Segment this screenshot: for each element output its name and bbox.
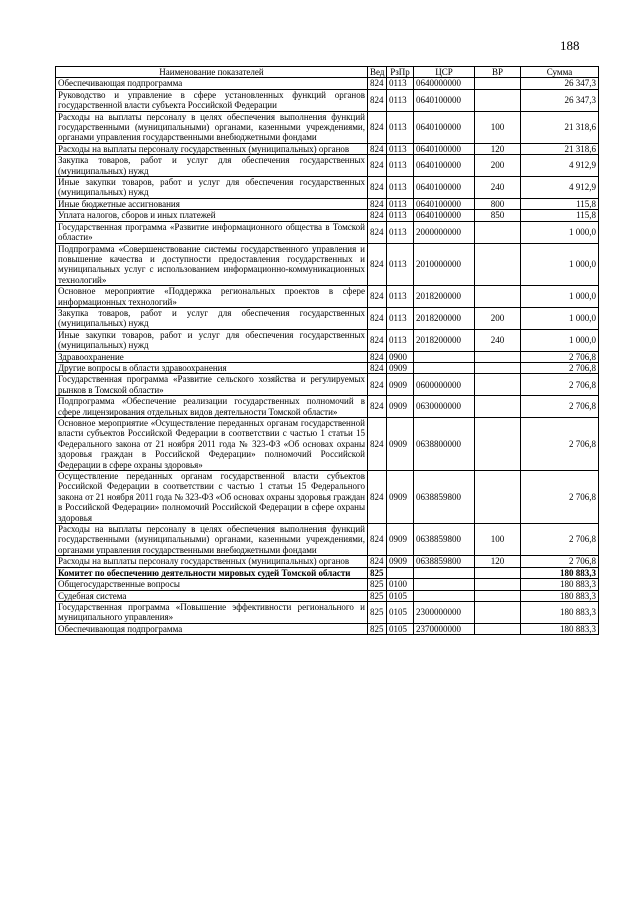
header-csr: ЦСР [414, 67, 475, 78]
cell-csr: 0640100000 [414, 143, 475, 154]
table-row [56, 418, 599, 471]
cell-name: Здравоохранение [56, 351, 368, 362]
cell-sum: 180 883,3 [521, 590, 599, 601]
cell-csr: 2370000000 [414, 623, 475, 634]
cell-ved: 825 [368, 623, 387, 634]
cell-name: Основное мероприятие «Осуществление переданных органам государственной власти субъектов Российской Федерации в соответствии с частью 1 статьи 15 Федерального закона от 21 ноября 2011 года № 323-ФЗ «Об основах охраны здоровья граждан в Российской Федерации» полномочий Российской Федерации в сфере охраны здоровья» [56, 418, 368, 471]
cell-rzpr: 0113 [387, 155, 414, 177]
cell-csr: 0640100000 [414, 155, 475, 177]
cell-rzpr: 0113 [387, 78, 414, 89]
cell-ved: 825 [368, 590, 387, 601]
cell-csr: 2018200000 [414, 307, 475, 329]
cell-ved: 824 [368, 78, 387, 89]
cell-rzpr: 0909 [387, 471, 414, 524]
table-row [56, 601, 599, 623]
cell-csr: 0640000000 [414, 78, 475, 89]
table-row [56, 78, 599, 89]
cell-sum: 2 706,8 [521, 396, 599, 418]
table-row [56, 210, 599, 221]
cell-vr [475, 590, 521, 601]
table-row [56, 111, 599, 143]
cell-vr [475, 567, 521, 578]
header-sum: Сумма [521, 67, 599, 78]
cell-sum: 115,8 [521, 210, 599, 221]
cell-name: Судебная система [56, 590, 368, 601]
cell-rzpr: 0909 [387, 524, 414, 556]
table-row [56, 374, 599, 396]
cell-ved: 824 [368, 329, 387, 351]
table-row [56, 396, 599, 418]
cell-csr: 0640100000 [414, 89, 475, 111]
header-ved: Вед [368, 67, 387, 78]
cell-sum: 4 912,9 [521, 155, 599, 177]
cell-csr: 0638859800 [414, 524, 475, 556]
cell-csr: 2000000000 [414, 221, 475, 243]
cell-ved: 824 [368, 143, 387, 154]
cell-name: Подпрограмма «Обеспечение реализации государственных полномочий в сфере лицензирования отдельных видов деятельности Томской области» [56, 396, 368, 418]
cell-csr: 0640100000 [414, 111, 475, 143]
cell-ved: 824 [368, 396, 387, 418]
cell-sum: 2 706,8 [521, 351, 599, 362]
cell-ved: 824 [368, 177, 387, 199]
cell-vr: 240 [475, 177, 521, 199]
cell-vr [475, 89, 521, 111]
cell-vr: 120 [475, 556, 521, 567]
cell-ved: 824 [368, 556, 387, 567]
cell-name: Расходы на выплаты персоналу государственных (муниципальных) органов [56, 143, 368, 154]
cell-name: Уплата налогов, сборов и иных платежей [56, 210, 368, 221]
cell-csr: 0640100000 [414, 177, 475, 199]
cell-vr: 850 [475, 210, 521, 221]
cell-name: Подпрограмма «Совершенствование системы государственного управления и повышение качества и доступности предоставления государственных и муниципальных услуг с использованием информационно-коммуникационных технологий» [56, 243, 368, 286]
cell-rzpr: 0909 [387, 374, 414, 396]
cell-ved: 824 [368, 351, 387, 362]
cell-csr [414, 567, 475, 578]
cell-ved: 824 [368, 524, 387, 556]
cell-csr [414, 590, 475, 601]
cell-ved: 824 [368, 362, 387, 373]
cell-rzpr: 0900 [387, 351, 414, 362]
cell-name: Основное мероприятие «Поддержка региональных проектов в сфере информационных технологий» [56, 286, 368, 308]
table-row [56, 623, 599, 634]
cell-csr: 0638800000 [414, 418, 475, 471]
cell-vr: 200 [475, 155, 521, 177]
cell-name: Закупка товаров, работ и услуг для обеспечения государственных (муниципальных) нужд [56, 307, 368, 329]
cell-csr: 2018200000 [414, 329, 475, 351]
table-row [56, 567, 599, 578]
cell-rzpr: 0113 [387, 221, 414, 243]
cell-csr: 0640100000 [414, 198, 475, 209]
cell-sum: 115,8 [521, 198, 599, 209]
cell-sum: 1 000,0 [521, 221, 599, 243]
cell-vr [475, 418, 521, 471]
cell-vr [475, 243, 521, 286]
cell-ved: 824 [368, 155, 387, 177]
cell-rzpr: 0909 [387, 418, 414, 471]
cell-rzpr: 0113 [387, 243, 414, 286]
table-row [56, 243, 599, 286]
cell-sum: 180 883,3 [521, 623, 599, 634]
cell-csr [414, 362, 475, 373]
cell-vr [475, 362, 521, 373]
cell-rzpr: 0113 [387, 143, 414, 154]
cell-vr [475, 579, 521, 590]
cell-sum: 21 318,6 [521, 111, 599, 143]
cell-name: Иные закупки товаров, работ и услуг для обеспечения государственных (муниципальных) нужд [56, 177, 368, 199]
table-row [56, 329, 599, 351]
cell-name: Государственная программа «Развитие информационного общества в Томской области» [56, 221, 368, 243]
cell-vr: 800 [475, 198, 521, 209]
header-vr: ВР [475, 67, 521, 78]
cell-sum: 180 883,3 [521, 567, 599, 578]
cell-vr: 100 [475, 524, 521, 556]
table-row [56, 198, 599, 209]
cell-ved: 825 [368, 601, 387, 623]
page-number: 188 [560, 38, 580, 53]
cell-sum: 2 706,8 [521, 362, 599, 373]
table-row [56, 155, 599, 177]
cell-ved: 824 [368, 286, 387, 308]
table-row [56, 524, 599, 556]
cell-ved: 824 [368, 374, 387, 396]
table-row [56, 286, 599, 308]
cell-vr [475, 471, 521, 524]
cell-csr [414, 351, 475, 362]
cell-sum: 1 000,0 [521, 307, 599, 329]
cell-vr [475, 286, 521, 308]
cell-vr [475, 374, 521, 396]
cell-name: Расходы на выплаты персоналу государственных (муниципальных) органов [56, 556, 368, 567]
header-rzpr: РзПр [387, 67, 414, 78]
cell-vr [475, 396, 521, 418]
cell-rzpr: 0909 [387, 396, 414, 418]
cell-sum: 180 883,3 [521, 579, 599, 590]
cell-rzpr: 0909 [387, 362, 414, 373]
cell-vr [475, 351, 521, 362]
cell-rzpr: 0113 [387, 111, 414, 143]
table-row [56, 177, 599, 199]
cell-sum: 2 706,8 [521, 556, 599, 567]
cell-vr: 200 [475, 307, 521, 329]
cell-ved: 824 [368, 221, 387, 243]
cell-ved: 824 [368, 111, 387, 143]
header-name: Наименование показателей [56, 67, 368, 78]
cell-csr [414, 579, 475, 590]
cell-name: Государственная программа «Развитие сельского хозяйства и регулируемых рынков в Томской области» [56, 374, 368, 396]
cell-rzpr: 0909 [387, 556, 414, 567]
cell-rzpr: 0113 [387, 286, 414, 308]
cell-ved: 824 [368, 471, 387, 524]
cell-csr: 2018200000 [414, 286, 475, 308]
cell-rzpr: 0113 [387, 89, 414, 111]
table-row [56, 143, 599, 154]
cell-name: Расходы на выплаты персоналу в целях обеспечения выполнения функций государственными (муниципальными) органами, казенными учреждениями, органами управления государственными внебюджетными фондами [56, 111, 368, 143]
cell-name: Осуществление переданных органам государственной власти субъектов Российской Федерации в соответствии с частью 1 статьи 15 Федерального закона от 21 ноября 2011 года № 323-ФЗ «Об основах охраны здоровья граждан в Российской Федерации» полномочий Российской Федерации в сфере охраны здоровья [56, 471, 368, 524]
cell-ved: 825 [368, 567, 387, 578]
budget-table [55, 66, 599, 635]
cell-ved: 824 [368, 198, 387, 209]
cell-sum: 1 000,0 [521, 243, 599, 286]
cell-rzpr: 0105 [387, 601, 414, 623]
cell-ved: 824 [368, 89, 387, 111]
cell-name: Общегосударственные вопросы [56, 579, 368, 590]
cell-rzpr: 0113 [387, 307, 414, 329]
cell-ved: 824 [368, 243, 387, 286]
table-row [56, 556, 599, 567]
cell-vr [475, 601, 521, 623]
cell-name: Другие вопросы в области здравоохранения [56, 362, 368, 373]
table-row [56, 579, 599, 590]
cell-sum: 2 706,8 [521, 471, 599, 524]
cell-vr: 100 [475, 111, 521, 143]
cell-name: Закупка товаров, работ и услуг для обеспечения государственных (муниципальных) нужд [56, 155, 368, 177]
cell-sum: 180 883,3 [521, 601, 599, 623]
cell-rzpr: 0113 [387, 198, 414, 209]
cell-rzpr [387, 567, 414, 578]
cell-sum: 2 706,8 [521, 374, 599, 396]
cell-name: Государственная программа «Повышение эффективности регионального и муниципального управления» [56, 601, 368, 623]
cell-ved: 824 [368, 210, 387, 221]
table-row [56, 590, 599, 601]
cell-name: Обеспечивающая подпрограмма [56, 623, 368, 634]
cell-vr [475, 623, 521, 634]
cell-sum: 1 000,0 [521, 329, 599, 351]
cell-rzpr: 0113 [387, 329, 414, 351]
cell-vr [475, 221, 521, 243]
cell-csr: 0640100000 [414, 210, 475, 221]
cell-sum: 4 912,9 [521, 177, 599, 199]
cell-vr [475, 78, 521, 89]
table-row [56, 89, 599, 111]
cell-name: Иные закупки товаров, работ и услуг для обеспечения государственных (муниципальных) нужд [56, 329, 368, 351]
cell-name: Руководство и управление в сфере установленных функций органов государственной власти субъекта Российской Федерации [56, 89, 368, 111]
cell-sum: 26 347,3 [521, 78, 599, 89]
cell-name: Обеспечивающая подпрограмма [56, 78, 368, 89]
cell-csr: 0638859800 [414, 471, 475, 524]
cell-sum: 26 347,3 [521, 89, 599, 111]
cell-rzpr: 0100 [387, 579, 414, 590]
cell-rzpr: 0105 [387, 590, 414, 601]
cell-sum: 1 000,0 [521, 286, 599, 308]
cell-rzpr: 0113 [387, 210, 414, 221]
table-header-row [56, 67, 599, 78]
cell-sum: 2 706,8 [521, 418, 599, 471]
cell-vr: 240 [475, 329, 521, 351]
cell-rzpr: 0105 [387, 623, 414, 634]
cell-csr: 0600000000 [414, 374, 475, 396]
table-row [56, 471, 599, 524]
cell-ved: 824 [368, 307, 387, 329]
cell-name: Иные бюджетные ассигнования [56, 198, 368, 209]
table-row [56, 307, 599, 329]
cell-ved: 824 [368, 418, 387, 471]
cell-ved: 825 [368, 579, 387, 590]
cell-csr: 2300000000 [414, 601, 475, 623]
table-row [56, 351, 599, 362]
cell-vr: 120 [475, 143, 521, 154]
cell-csr: 0630000000 [414, 396, 475, 418]
cell-sum: 21 318,6 [521, 143, 599, 154]
table-row [56, 221, 599, 243]
cell-name: Расходы на выплаты персоналу в целях обеспечения выполнения функций государственными (муниципальными) органами, казенными учреждениями, органами управления государственными внебюджетными фондами [56, 524, 368, 556]
cell-sum: 2 706,8 [521, 524, 599, 556]
cell-name: Комитет по обеспечению деятельности мировых судей Томской области [56, 567, 368, 578]
cell-csr: 2010000000 [414, 243, 475, 286]
cell-rzpr: 0113 [387, 177, 414, 199]
cell-csr: 0638859800 [414, 556, 475, 567]
table-row [56, 362, 599, 373]
